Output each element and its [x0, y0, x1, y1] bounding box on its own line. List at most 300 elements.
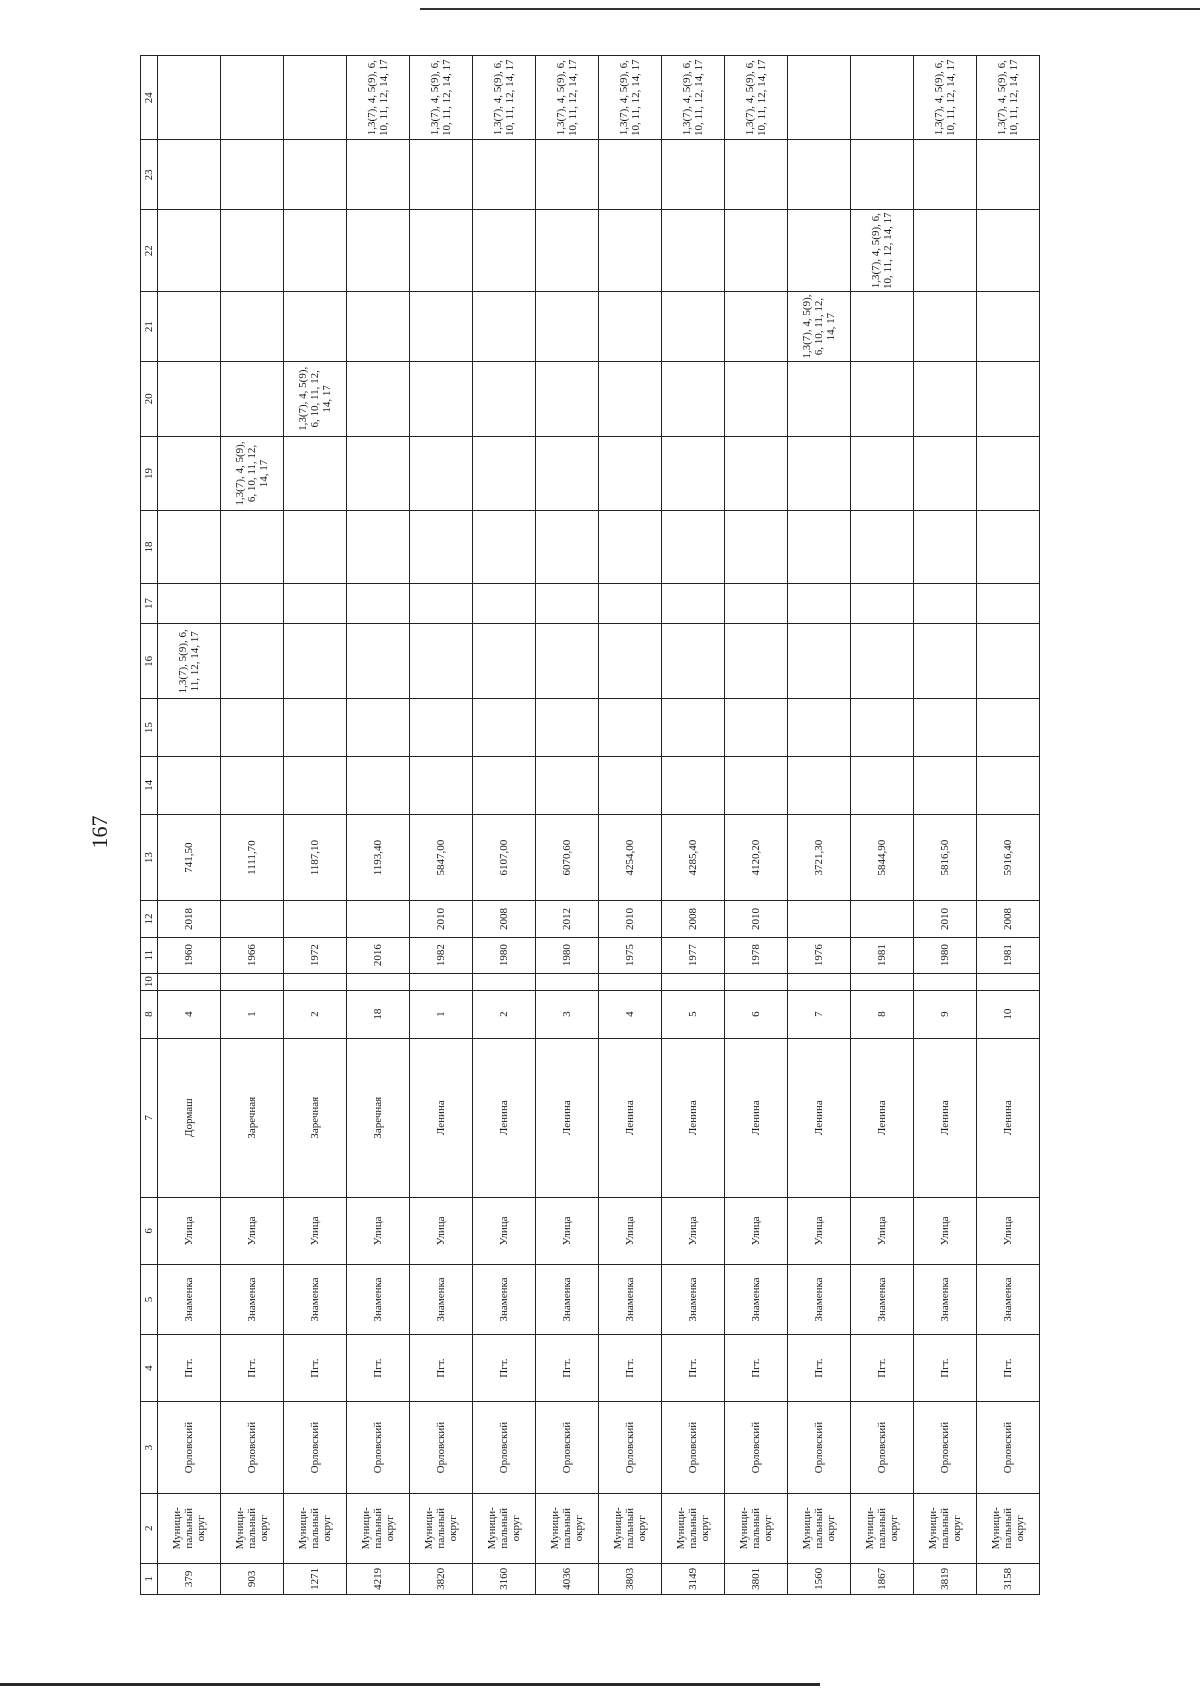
table-cell — [536, 583, 599, 624]
table-cell: 1,3(7), 4, 5(9), 6, 10, 11, 12, 14, 17 — [788, 292, 851, 362]
table-row — [347, 56, 410, 1595]
table-cell — [284, 140, 347, 210]
table-cell — [221, 583, 284, 624]
table-cell — [284, 699, 347, 757]
table-cell: 1,3(7), 4, 5(9), 6, 10, 11, 12, 14, 17 — [221, 436, 284, 511]
table-cell — [284, 973, 347, 990]
table-cell — [977, 511, 1040, 583]
table-cell — [410, 292, 473, 362]
column-header: 15 — [141, 699, 158, 757]
table-cell — [725, 699, 788, 757]
table-cell — [221, 56, 284, 140]
table-cell: Знаменка — [221, 1265, 284, 1335]
table-cell: Муници-пальный округ — [977, 1493, 1040, 1563]
table-cell: 1,3(7), 4, 5(9), 6, 10, 11, 12, 14, 17 — [851, 210, 914, 292]
table-cell: 7 — [788, 990, 851, 1038]
table-cell — [662, 210, 725, 292]
table-cell: Улица — [662, 1197, 725, 1264]
column-header: 8 — [141, 990, 158, 1038]
table-cell — [158, 699, 221, 757]
table-cell — [284, 292, 347, 362]
table-cell: 3801 — [725, 1563, 788, 1594]
table-cell — [158, 436, 221, 511]
table-cell — [851, 511, 914, 583]
table-cell — [599, 362, 662, 437]
table-cell: 1980 — [473, 937, 536, 973]
table-cell — [599, 511, 662, 583]
table-cell — [410, 362, 473, 437]
table-cell — [851, 292, 914, 362]
table-cell: 1,3(7), 4, 5(9), 6, 10, 11, 12, 14, 17 — [725, 56, 788, 140]
table-cell: 1981 — [977, 937, 1040, 973]
table-cell — [473, 583, 536, 624]
table-cell — [536, 624, 599, 699]
table-cell: 4285,40 — [662, 814, 725, 901]
table-cell: 6 — [725, 990, 788, 1038]
table-cell: 1193,40 — [347, 814, 410, 901]
table-cell — [977, 756, 1040, 814]
table-cell: Пгт. — [851, 1334, 914, 1401]
table-cell — [536, 436, 599, 511]
table-cell: Пгт. — [662, 1334, 725, 1401]
table-cell: Муници-пальный округ — [221, 1493, 284, 1563]
table-cell — [536, 699, 599, 757]
table-cell: Знаменка — [662, 1265, 725, 1335]
table-cell: Муници-пальный округ — [473, 1493, 536, 1563]
table-cell — [788, 973, 851, 990]
table-cell — [662, 436, 725, 511]
table-cell — [788, 901, 851, 937]
table-cell — [788, 56, 851, 140]
table-row — [599, 56, 662, 1595]
table-cell — [662, 140, 725, 210]
table-cell: Орловский — [977, 1402, 1040, 1494]
table-cell: Улица — [347, 1197, 410, 1264]
table-cell: Орловский — [347, 1402, 410, 1494]
table-cell — [788, 699, 851, 757]
table-cell: Знаменка — [599, 1265, 662, 1335]
table-cell: Знаменка — [914, 1265, 977, 1335]
table-cell — [410, 624, 473, 699]
table-cell — [851, 56, 914, 140]
scan-edge-top — [420, 8, 1200, 10]
table-cell: 741,50 — [158, 814, 221, 901]
table-cell — [473, 362, 536, 437]
table-cell: Муници-пальный округ — [788, 1493, 851, 1563]
table-cell: Орловский — [221, 1402, 284, 1494]
table-row — [914, 56, 977, 1595]
table-cell — [662, 362, 725, 437]
table-cell: 1,3(7), 4, 5(9), 6, 10, 11, 12, 14, 17 — [536, 56, 599, 140]
column-header: 5 — [141, 1265, 158, 1335]
table-cell: Пгт. — [221, 1334, 284, 1401]
table-cell: Пгт. — [410, 1334, 473, 1401]
table-cell — [662, 511, 725, 583]
table-cell: Улица — [914, 1197, 977, 1264]
table-cell — [977, 583, 1040, 624]
table-cell: 6107,00 — [473, 814, 536, 901]
table-cell — [851, 901, 914, 937]
table-cell — [599, 699, 662, 757]
table-cell — [788, 511, 851, 583]
table-cell: Пгт. — [284, 1334, 347, 1401]
table-cell — [599, 210, 662, 292]
column-header: 12 — [141, 901, 158, 937]
table-cell — [158, 140, 221, 210]
table-cell — [599, 973, 662, 990]
table-cell: Заречная — [347, 1038, 410, 1197]
table-cell — [536, 210, 599, 292]
table-cell — [725, 210, 788, 292]
table-cell — [410, 436, 473, 511]
table-row — [851, 56, 914, 1595]
table-cell: 4254,00 — [599, 814, 662, 901]
table-cell — [536, 140, 599, 210]
table-cell: Орловский — [725, 1402, 788, 1494]
table-cell: Орловский — [914, 1402, 977, 1494]
table-cell: Пгт. — [158, 1334, 221, 1401]
table-cell — [977, 140, 1040, 210]
table-cell: Знаменка — [158, 1265, 221, 1335]
table-row — [662, 56, 725, 1595]
table-row — [221, 56, 284, 1595]
table-cell — [914, 210, 977, 292]
table-cell — [158, 973, 221, 990]
table-cell — [284, 901, 347, 937]
table-cell: 1980 — [536, 937, 599, 973]
table-cell: Ленина — [725, 1038, 788, 1197]
table-cell — [536, 973, 599, 990]
table-cell — [221, 292, 284, 362]
table-cell — [221, 511, 284, 583]
table-cell: 1,3(7), 4, 5(9), 6, 10, 11, 12, 14, 17 — [599, 56, 662, 140]
table-cell: Муници-пальный округ — [158, 1493, 221, 1563]
table-cell: 2016 — [347, 937, 410, 973]
table-cell: Улица — [158, 1197, 221, 1264]
table-cell — [725, 362, 788, 437]
table-cell — [977, 292, 1040, 362]
table-cell: Улица — [284, 1197, 347, 1264]
table-cell: 6070,60 — [536, 814, 599, 901]
table-cell: 1,3(7), 4, 5(9), 6, 10, 11, 12, 14, 17 — [473, 56, 536, 140]
table-cell — [536, 511, 599, 583]
table-row — [788, 56, 851, 1595]
table-cell — [914, 511, 977, 583]
table-cell: 10 — [977, 990, 1040, 1038]
column-header: 19 — [141, 436, 158, 511]
table-cell: Улица — [977, 1197, 1040, 1264]
table-cell — [473, 756, 536, 814]
header-row — [141, 56, 158, 1595]
table-cell — [725, 583, 788, 624]
table-cell — [788, 756, 851, 814]
table-cell — [599, 140, 662, 210]
table-cell: Пгт. — [473, 1334, 536, 1401]
table-cell — [158, 511, 221, 583]
table-cell: Муници-пальный округ — [851, 1493, 914, 1563]
table-cell — [410, 973, 473, 990]
column-header: 22 — [141, 210, 158, 292]
table-cell — [221, 140, 284, 210]
table-cell: Муници-пальный округ — [599, 1493, 662, 1563]
table-cell: Улица — [599, 1197, 662, 1264]
table-cell — [410, 699, 473, 757]
table-cell: 2010 — [410, 901, 473, 937]
table-cell: Знаменка — [410, 1265, 473, 1335]
table-cell — [221, 699, 284, 757]
table-cell: Пгт. — [914, 1334, 977, 1401]
table-row — [158, 56, 221, 1595]
column-header: 13 — [141, 814, 158, 901]
page-number: 167 — [87, 815, 112, 849]
table-cell — [725, 436, 788, 511]
table-cell — [221, 210, 284, 292]
table-cell: Ленина — [788, 1038, 851, 1197]
table-cell: Орловский — [158, 1402, 221, 1494]
table-cell — [725, 624, 788, 699]
table-cell — [851, 756, 914, 814]
table-cell: 5847,00 — [410, 814, 473, 901]
table-cell — [473, 436, 536, 511]
table-cell: Муници-пальный округ — [347, 1493, 410, 1563]
table-cell — [347, 756, 410, 814]
table-cell — [158, 292, 221, 362]
table-cell: Знаменка — [473, 1265, 536, 1335]
table-cell — [914, 140, 977, 210]
table-cell — [536, 756, 599, 814]
table-cell: 4 — [599, 990, 662, 1038]
column-header: 21 — [141, 292, 158, 362]
table-cell — [662, 292, 725, 362]
table-cell: Муници-пальный округ — [536, 1493, 599, 1563]
table-cell: 2012 — [536, 901, 599, 937]
table-cell: Орловский — [410, 1402, 473, 1494]
table-cell: 1960 — [158, 937, 221, 973]
table-cell — [725, 973, 788, 990]
table-cell — [347, 624, 410, 699]
table-cell: Пгт. — [536, 1334, 599, 1401]
column-header: 20 — [141, 362, 158, 437]
table-cell — [725, 140, 788, 210]
table-cell — [473, 292, 536, 362]
column-header: 2 — [141, 1493, 158, 1563]
table-cell: Ленина — [914, 1038, 977, 1197]
table-cell — [725, 511, 788, 583]
table-cell — [158, 583, 221, 624]
table-cell — [221, 901, 284, 937]
table-cell: 1271 — [284, 1563, 347, 1594]
table-cell: 2 — [473, 990, 536, 1038]
table-cell — [473, 699, 536, 757]
table-cell: 903 — [221, 1563, 284, 1594]
table-cell: Орловский — [851, 1402, 914, 1494]
table-cell — [977, 210, 1040, 292]
table-cell: 1187,10 — [284, 814, 347, 901]
table-cell — [851, 624, 914, 699]
table-cell — [914, 973, 977, 990]
table-cell: Муници-пальный округ — [284, 1493, 347, 1563]
table-cell: 1,3(7), 4, 5(9), 6, 10, 11, 12, 14, 17 — [284, 362, 347, 437]
table-cell — [662, 756, 725, 814]
table-cell — [599, 624, 662, 699]
table-cell: Орловский — [473, 1402, 536, 1494]
table-cell — [410, 583, 473, 624]
table-cell — [536, 292, 599, 362]
table-cell — [914, 292, 977, 362]
table-cell: 1977 — [662, 937, 725, 973]
table-cell — [851, 699, 914, 757]
table-row — [977, 56, 1040, 1595]
table-cell — [788, 436, 851, 511]
table-cell — [914, 583, 977, 624]
table-cell — [221, 362, 284, 437]
table-cell — [410, 140, 473, 210]
table-cell: 1966 — [221, 937, 284, 973]
table-cell: 5916,40 — [977, 814, 1040, 901]
table-cell: 1,3(7), 4, 5(9), 6, 10, 11, 12, 14, 17 — [410, 56, 473, 140]
table-row — [725, 56, 788, 1595]
table-cell — [347, 210, 410, 292]
table-cell: 379 — [158, 1563, 221, 1594]
table-cell — [473, 140, 536, 210]
column-header: 16 — [141, 624, 158, 699]
table-cell: Орловский — [788, 1402, 851, 1494]
table-cell — [977, 362, 1040, 437]
table-cell: Пгт. — [725, 1334, 788, 1401]
table-cell — [347, 362, 410, 437]
table-cell — [851, 973, 914, 990]
table-cell — [599, 583, 662, 624]
table-cell: Пгт. — [599, 1334, 662, 1401]
table-cell: Дормаш — [158, 1038, 221, 1197]
table-cell: 1975 — [599, 937, 662, 973]
table-cell — [662, 699, 725, 757]
table-cell — [158, 210, 221, 292]
table-cell — [347, 292, 410, 362]
table-cell: Знаменка — [347, 1265, 410, 1335]
table-cell: Знаменка — [977, 1265, 1040, 1335]
table-cell — [788, 362, 851, 437]
column-header: 10 — [141, 973, 158, 990]
table-cell — [914, 624, 977, 699]
table-row — [410, 56, 473, 1595]
table-cell: 1,3(7), 4, 5(9), 6, 10, 11, 12, 14, 17 — [977, 56, 1040, 140]
table-cell: 4120,20 — [725, 814, 788, 901]
table-cell — [221, 624, 284, 699]
table-cell — [914, 699, 977, 757]
table-cell — [284, 583, 347, 624]
table-cell — [851, 583, 914, 624]
column-header: 24 — [141, 56, 158, 140]
table-cell: Муници-пальный округ — [914, 1493, 977, 1563]
table-cell — [851, 436, 914, 511]
table-cell — [347, 973, 410, 990]
table-cell: 1976 — [788, 937, 851, 973]
table-cell — [662, 624, 725, 699]
table-cell: Знаменка — [284, 1265, 347, 1335]
table-cell — [599, 436, 662, 511]
table-cell: Знаменка — [851, 1265, 914, 1335]
table-cell: Ленина — [662, 1038, 725, 1197]
table-cell: 3158 — [977, 1563, 1040, 1594]
table-cell: Ленина — [599, 1038, 662, 1197]
table-cell — [473, 511, 536, 583]
table-cell: 1111,70 — [221, 814, 284, 901]
table-cell: Орловский — [599, 1402, 662, 1494]
table-cell — [662, 973, 725, 990]
table-cell: Улица — [788, 1197, 851, 1264]
table-cell: 1560 — [788, 1563, 851, 1594]
table-cell: Пгт. — [977, 1334, 1040, 1401]
table-cell: 2008 — [977, 901, 1040, 937]
table-cell: 1 — [221, 990, 284, 1038]
table-cell: 5844,90 — [851, 814, 914, 901]
column-header: 4 — [141, 1334, 158, 1401]
housing-register-table — [140, 55, 1040, 1595]
table-cell — [347, 583, 410, 624]
table-cell — [158, 756, 221, 814]
table-cell: Улица — [410, 1197, 473, 1264]
table-cell: 1972 — [284, 937, 347, 973]
column-header: 14 — [141, 756, 158, 814]
table-cell: Орловский — [662, 1402, 725, 1494]
table-cell: 1981 — [851, 937, 914, 973]
table-cell: Улица — [473, 1197, 536, 1264]
table-cell: 8 — [851, 990, 914, 1038]
table-cell: 3160 — [473, 1563, 536, 1594]
table-cell: Улица — [851, 1197, 914, 1264]
table-cell: Пгт. — [347, 1334, 410, 1401]
table-cell — [914, 436, 977, 511]
table-cell — [977, 436, 1040, 511]
table-cell: 3820 — [410, 1563, 473, 1594]
table-cell: 2010 — [599, 901, 662, 937]
table-cell: 1978 — [725, 937, 788, 973]
table-cell: 3721,30 — [788, 814, 851, 901]
table-cell — [284, 511, 347, 583]
table-cell: 5816,50 — [914, 814, 977, 901]
table-cell: 3819 — [914, 1563, 977, 1594]
table-cell — [977, 699, 1040, 757]
table-cell — [599, 292, 662, 362]
table-cell: 2008 — [662, 901, 725, 937]
table-cell — [221, 756, 284, 814]
table-cell: 1982 — [410, 937, 473, 973]
table-cell: 2018 — [158, 901, 221, 937]
table-cell — [977, 973, 1040, 990]
table-row — [536, 56, 599, 1595]
table-row — [284, 56, 347, 1595]
table-cell — [977, 624, 1040, 699]
column-header: 7 — [141, 1038, 158, 1197]
table-cell: Орловский — [284, 1402, 347, 1494]
table-cell — [284, 624, 347, 699]
column-header: 17 — [141, 583, 158, 624]
table-cell — [851, 140, 914, 210]
table-cell — [725, 292, 788, 362]
table-row — [473, 56, 536, 1595]
table-cell: 3 — [536, 990, 599, 1038]
table-cell — [347, 699, 410, 757]
table-cell: Улица — [536, 1197, 599, 1264]
table-cell: 1,3(7), 4, 5(9), 6, 10, 11, 12, 14, 17 — [347, 56, 410, 140]
table-cell: Ленина — [410, 1038, 473, 1197]
table-cell — [284, 756, 347, 814]
table-cell — [599, 756, 662, 814]
table-cell: 2008 — [473, 901, 536, 937]
table-cell: 1 — [410, 990, 473, 1038]
table-cell: Ленина — [977, 1038, 1040, 1197]
